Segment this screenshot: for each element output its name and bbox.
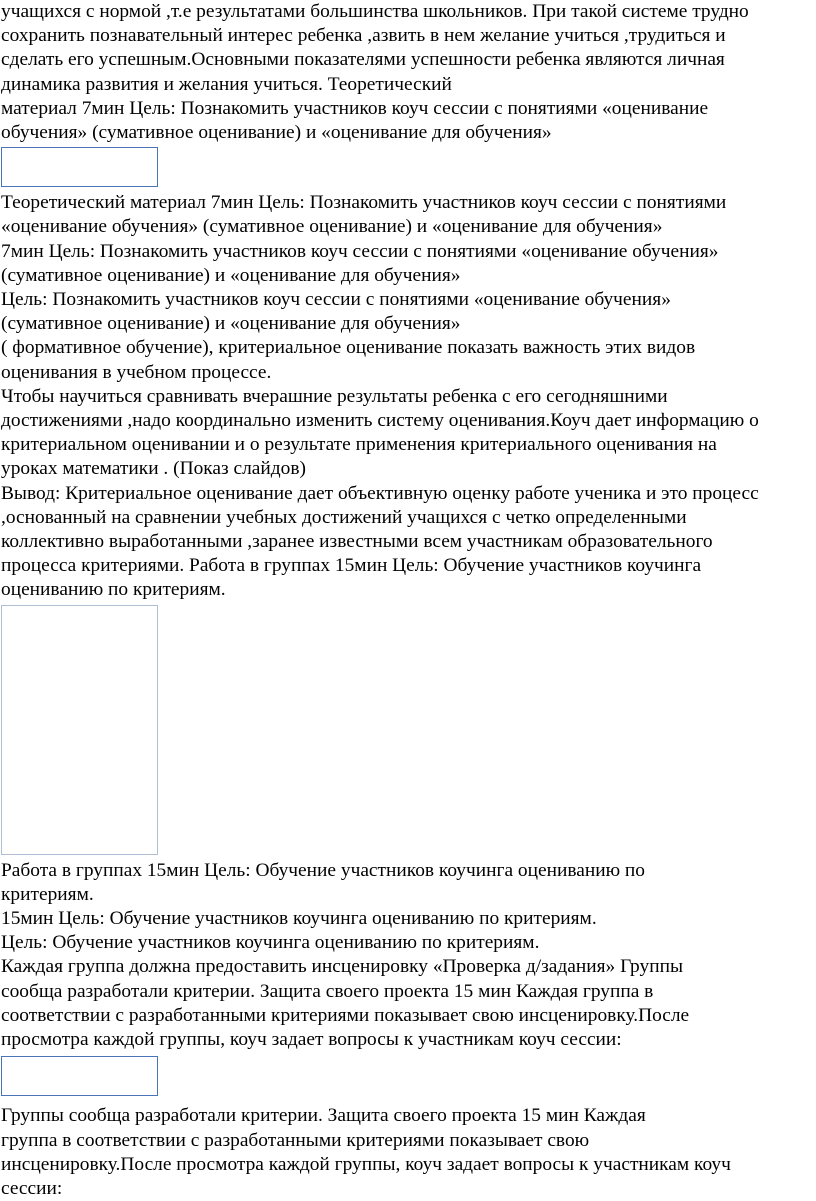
text-line: сохранить познавательный интерес ребенка ,азвить в нем желание учиться ,трудиться и [1,25,726,47]
image-placeholder-frame [1,147,158,187]
text-line: (сумативное оценивание) и «оценивание для обучения» [1,264,461,286]
text-line: Вывод: Критериальное оценивание дает объективную оценку работе ученика и это процесс [1,482,759,504]
text-line: материал 7мин Цель: Познакомить участников коуч сессии с понятиями «оценивание [1,97,709,119]
text-line: обучения» (сумативное оценивание) и «оценивание для обучения» [1,122,552,144]
text-line: ( формативное обучение), критериальное оценивание показать важность этих видов [1,337,696,359]
text-line: группа в соответствии с разработанными критериями показывает свою [1,1129,590,1151]
text-line: динамика развития и желания учиться. Теоретический [1,73,452,95]
text-line: просмотра каждой группы, коуч задает вопросы к участникам коуч сессии: [1,1029,622,1051]
text-block-groupwork [1,859,816,1053]
text-line: сессии: [1,1177,63,1199]
text-line: «оценивание обучения» (сумативное оценивание) и «оценивание для обучения» [1,216,663,238]
text-line: оцениванию по критериям. [1,579,226,601]
text-line: сообща разработали критерии. Защита своего проекта 15 мин Каждая группа в [1,980,654,1002]
text-line: Теоретический материал 7мин Цель: Познакомить участников коуч сессии с понятиями [1,192,727,214]
text-line: сделать его успешным.Основными показателями успешности ребенка являются личная [1,49,725,71]
text-line: учащихся с нормой ,т.е результатами большинства школьников. При такой системе трудно [1,1,749,22]
text-block-theory [1,191,816,602]
text-line: Группы сообща разработали критерии. Защита своего проекта 15 мин Каждая [1,1105,646,1127]
text-line: Чтобы научиться сравнивать вчерашние результаты ребенка с его сегодняшними [1,385,668,407]
text-line: коллективно выработанными ,заранее известными всем участникам образовательного [1,531,713,553]
text-line: Работа в группах 15мин Цель: Обучение участников коучинга оцениванию по [1,859,645,881]
image-placeholder-frame [1,605,158,855]
text-line: оценивания в учебном процессе. [1,361,272,383]
text-line: достижениями ,надо координально изменить систему оценивания.Коуч дает информацию о [1,410,759,432]
text-line: инсценировку.После просмотра каждой группы, коуч задает вопросы к участникам коуч [1,1153,731,1175]
text-line: ,основанный на сравнении учебных достижений учащихся с четко определенными [1,506,687,528]
text-line: Цель: Обучение участников коучинга оцениванию по критериям. [1,932,540,954]
text-line: (сумативное оценивание) и «оценивание для обучения» [1,313,461,335]
text-line: 7мин Цель: Познакомить участников коуч сессии с понятиями «оценивание обучения» [1,240,719,262]
text-line: 15мин Цель: Обучение участников коучинга оцениванию по критериям. [1,908,597,930]
image-placeholder-frame [1,1056,158,1096]
text-line: Цель: Познакомить участников коуч сессии с понятиями «оценивание обучения» [1,289,671,311]
text-block-intro [1,0,816,145]
text-line: критериальном оценивании и о результате применения критериального оценивания на [1,434,717,456]
text-block-project [1,1104,816,1201]
text-line: процесса критериями. Работа в группах 15мин Цель: Обучение участников коучинга [1,555,702,577]
text-line: критериям. [1,883,94,905]
text-line: уроках математики . (Показ слайдов) [1,458,306,480]
text-line: Каждая группа должна предоставить инсценировку «Проверка д/задания» Группы [1,956,683,978]
text-line: соответствии с разработанными критериями показывает свою инсценировку.После [1,1004,690,1026]
